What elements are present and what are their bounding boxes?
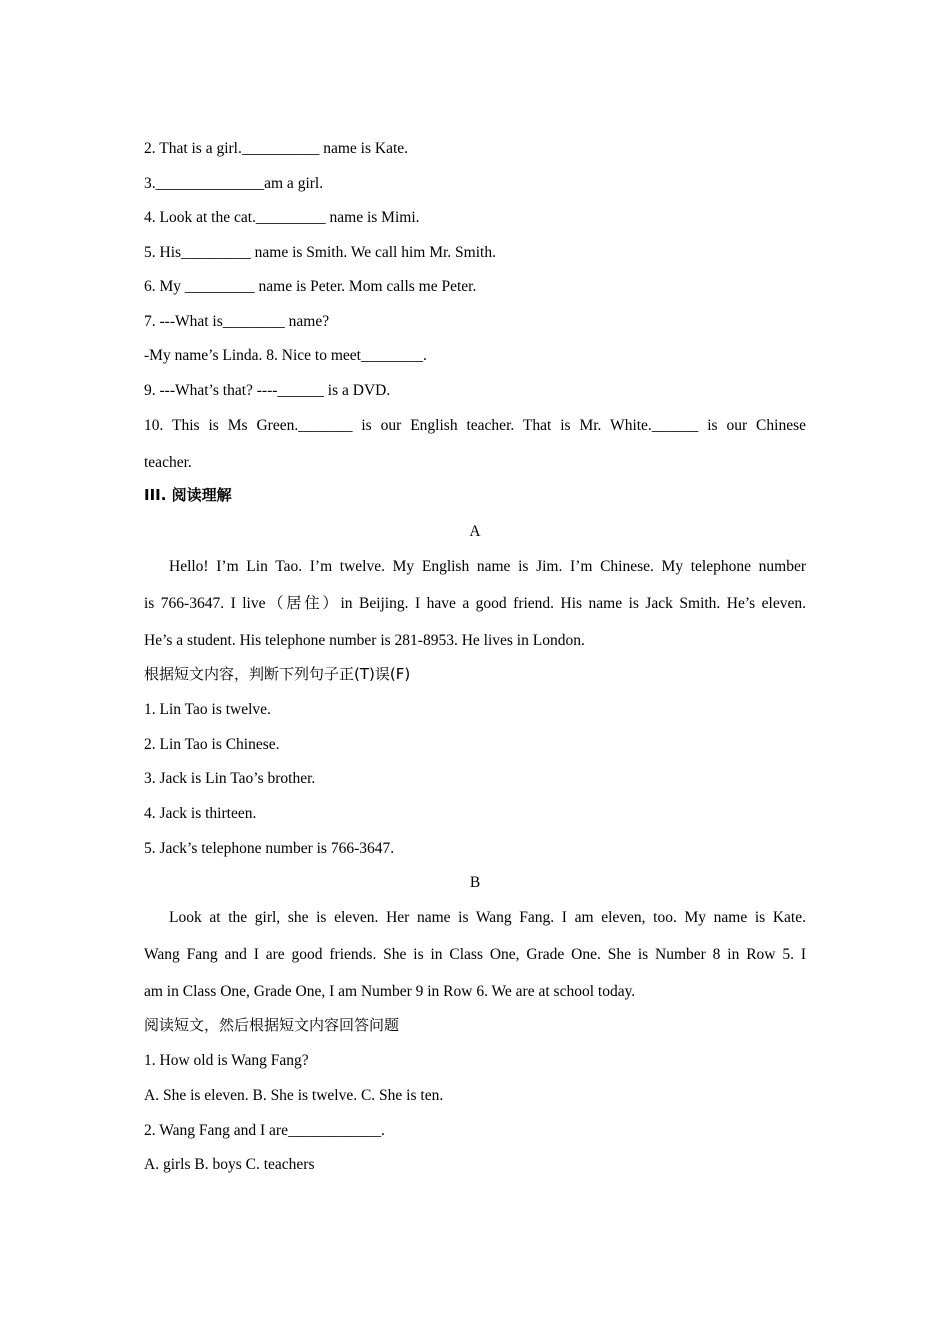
blank-item-7-answer-8: -My name’s Linda. 8. Nice to meet________.	[144, 347, 427, 364]
section-heading: III. 阅读理解	[144, 486, 232, 504]
passage-b-line-2: Wang Fang and I are good friends. She is in Class One, Grade One. She is Number 8 in Row 5. I	[144, 946, 806, 963]
blank-item-2: 2. That is a girl.__________ name is Kate.	[144, 140, 409, 157]
blank-item-7: 7. ---What is________ name?	[144, 313, 330, 330]
passage-b-question-2: 2. Wang Fang and I are____________.	[144, 1122, 385, 1139]
passage-a-question-1: 1. Lin Tao is twelve.	[144, 701, 271, 718]
passage-a-line-3: He’s a student. His telephone number is 281-8953. He lives in London.	[144, 632, 585, 649]
blank-item-9: 9. ---What’s that? ----______ is a DVD.	[144, 382, 391, 399]
passage-a-instruction: 根据短文内容，判断下列句子正(T)误(F)	[144, 665, 411, 683]
passage-a-question-4: 4. Jack is thirteen.	[144, 805, 257, 822]
passage-b-label: B	[469, 874, 481, 891]
passage-b-options-2: A. girls B. boys C. teachers	[144, 1156, 315, 1173]
passage-b-instruction: 阅读短文，然后根据短文内容回答问题	[144, 1016, 400, 1034]
passage-b-question-1: 1. How old is Wang Fang?	[144, 1052, 309, 1069]
passage-a-question-2: 2. Lin Tao is Chinese.	[144, 736, 280, 753]
blank-item-10: 10. This is Ms Green._______ is our English teacher. That is Mr. White.______ is our Chinese	[144, 417, 806, 434]
passage-b-line-1: Look at the girl, she is eleven. Her name is Wang Fang. I am eleven, too. My name is Kate.	[169, 909, 806, 926]
blank-item-5: 5. His_________ name is Smith. We call him Mr. Smith.	[144, 244, 496, 261]
passage-a-label: A	[469, 523, 481, 540]
passage-b-options-1: A. She is eleven. B. She is twelve. C. She is ten.	[144, 1087, 444, 1104]
blank-item-4: 4. Look at the cat._________ name is Mimi.	[144, 209, 420, 226]
blank-item-6: 6. My _________ name is Peter. Mom calls me Peter.	[144, 278, 477, 295]
passage-a-question-5: 5. Jack’s telephone number is 766-3647.	[144, 840, 395, 857]
passage-a-line-2: is 766-3647. I live（居住）in Beijing. I have a good friend. His name is Jack Smith. He’s eleven.	[144, 595, 806, 612]
blank-item-10-cont: teacher.	[144, 454, 192, 471]
passage-a-line-1: Hello! I’m Lin Tao. I’m twelve. My English name is Jim. I’m Chinese. My telephone number	[169, 558, 806, 575]
blank-item-3: 3.______________am a girl.	[144, 175, 324, 192]
passage-a-question-3: 3. Jack is Lin Tao’s brother.	[144, 770, 316, 787]
passage-b-line-3: am in Class One, Grade One, I am Number 9 in Row 6. We are at school today.	[144, 983, 636, 1000]
